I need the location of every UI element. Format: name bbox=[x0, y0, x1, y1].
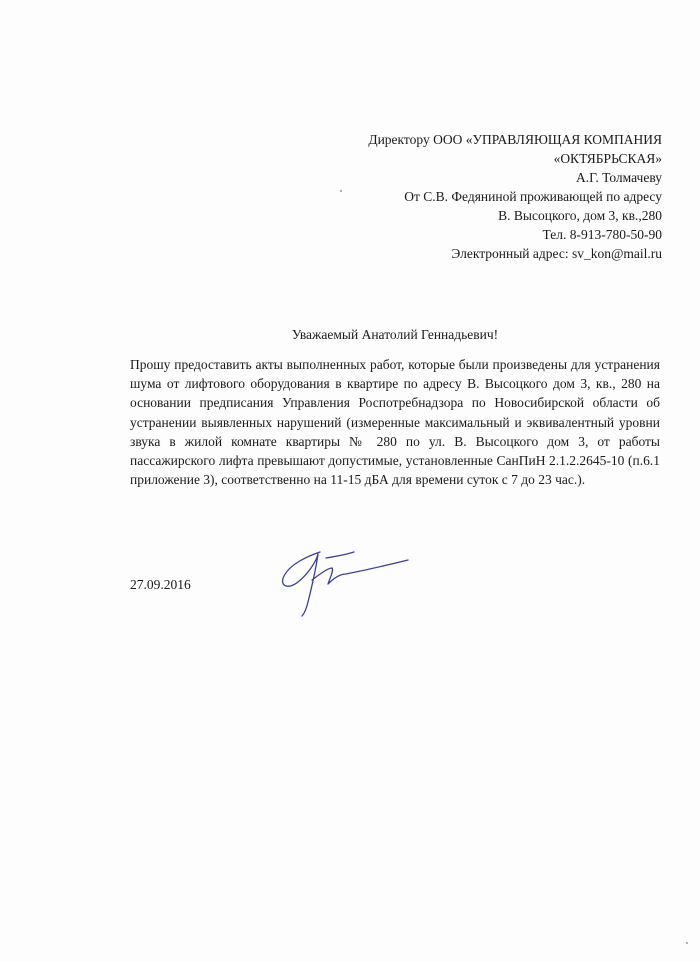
scan-speck bbox=[686, 942, 688, 944]
sender-line-1: От С.В. Федяниной проживающей по адресу bbox=[404, 189, 662, 204]
addressee-line-2: «ОКТЯБРЬСКАЯ» bbox=[553, 151, 662, 166]
addressee-block bbox=[300, 130, 662, 263]
sender-line-2: В. Высоцкого, дом 3, кв.,280 bbox=[498, 208, 662, 223]
sender-phone: Тел. 8-913-780-50-90 bbox=[542, 227, 662, 242]
addressee-line-1: Директору ООО «УПРАВЛЯЮЩАЯ КОМПАНИЯ bbox=[368, 132, 662, 147]
scan-speck bbox=[340, 190, 342, 192]
sender-email: Электронный адрес: sv_kon@mail.ru bbox=[451, 246, 662, 261]
salutation: Уважаемый Анатолий Геннадьевич! bbox=[291, 327, 499, 342]
addressee-line-3: А.Г. Толмачеву bbox=[575, 170, 662, 185]
handwritten-signature bbox=[268, 538, 418, 618]
letter-body: Прошу предоставить акты выполненных работ, которые были произведены для устранения шума от лифтового оборудования в квартире по адресу В. Высоцкого дом 3, кв., 280 на основании предписания Управления Роспотребнадзора по Новосибирской области об устранении выявленных нарушений (измеренные максимальный и эквивалентный уровни звука в жилой комнате квартиры № 280 по ул. В. Высоцкого дом 3, от работы пассажирского лифта превышают допустимые, установленные СанПиН 2.1.2.2645-10 (п.6.1 приложение 3), соответственно на 11-15 дБА для времени суток с 7 до 23 час.). bbox=[130, 357, 660, 488]
letter-date: 27.09.2016 bbox=[130, 577, 191, 592]
